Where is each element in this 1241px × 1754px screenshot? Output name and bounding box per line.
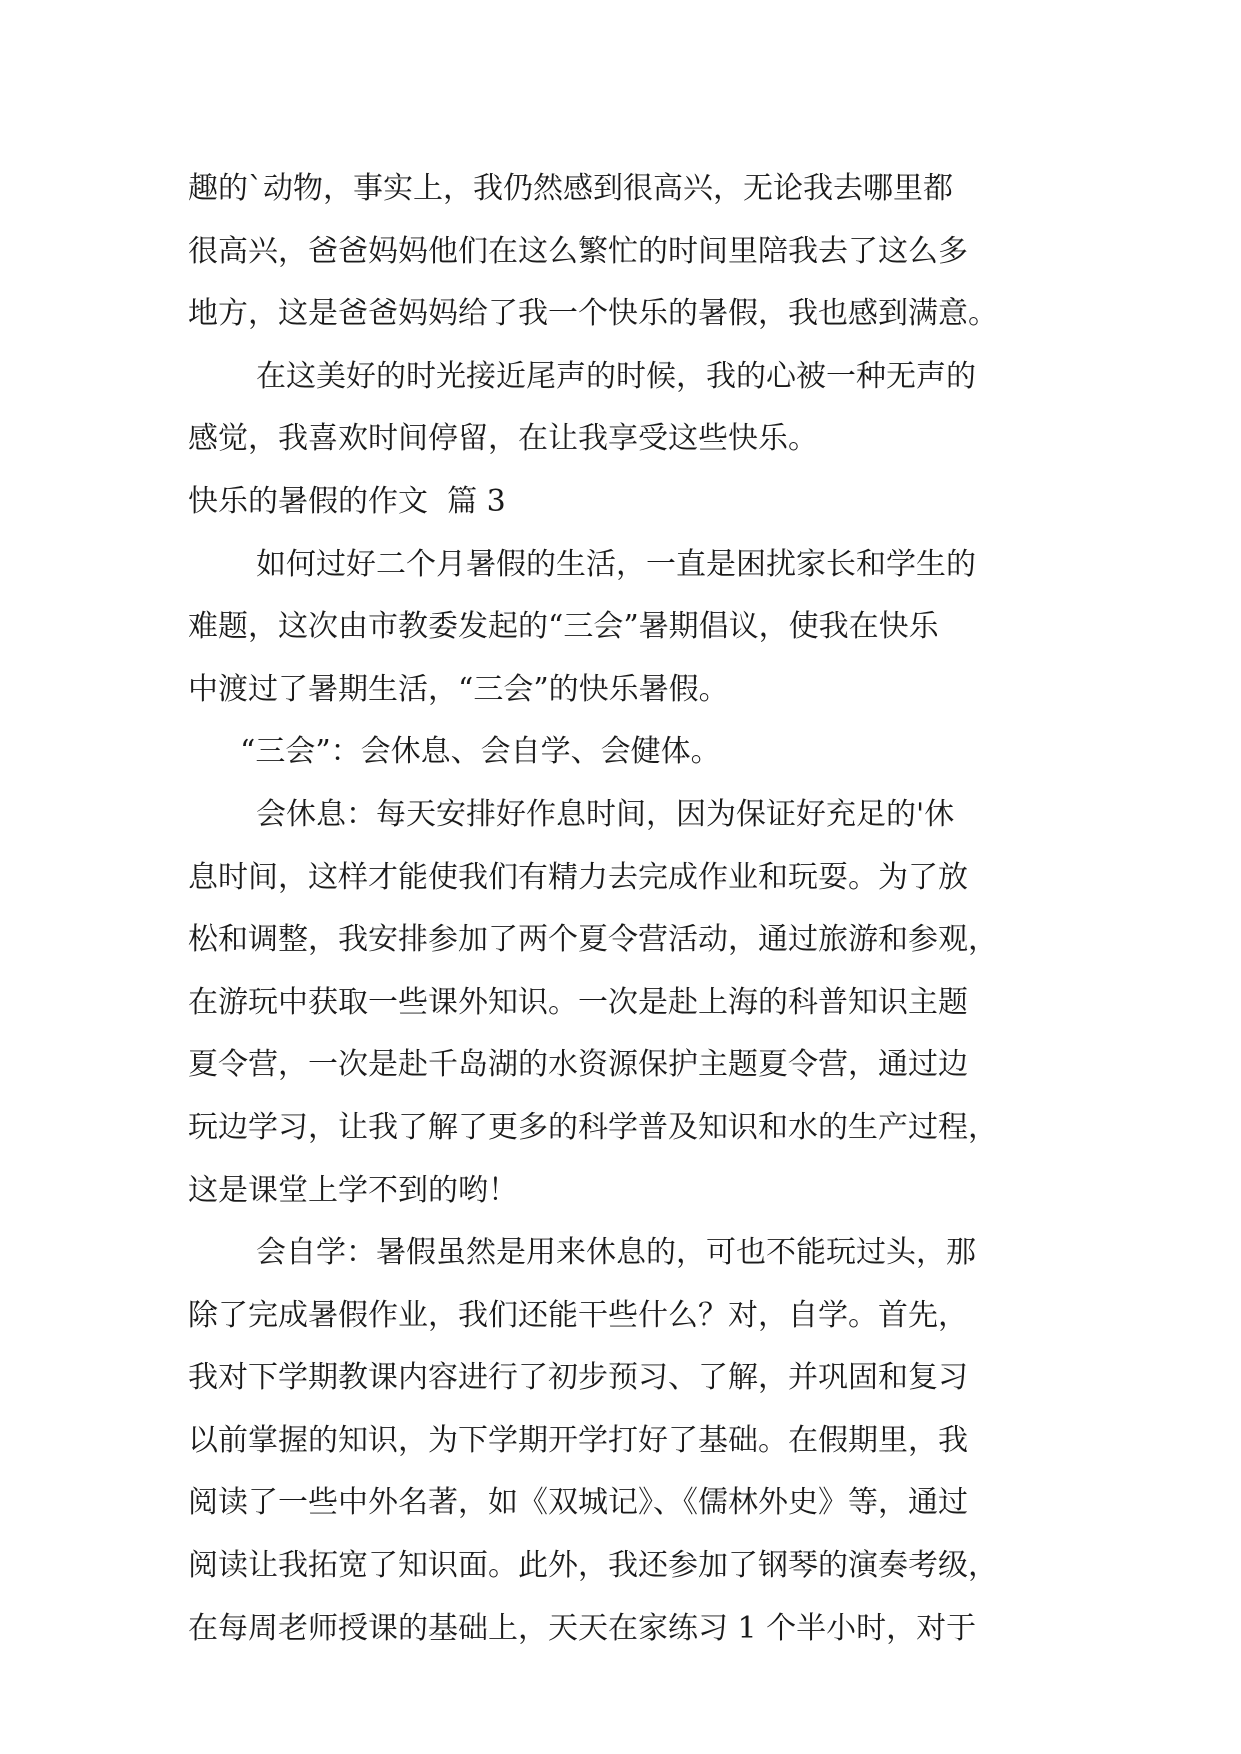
document-body: [188, 158, 1058, 1660]
paragraph-5: [188, 784, 1058, 1222]
text-line: 夏令营，一次是赴千岛湖的水资源保护主题夏令营，通过边: [188, 1047, 968, 1083]
text-line: “三会”：会休息、会自学、会健体。: [240, 734, 721, 770]
text-line: 趣的`动物，事实上，我仍然感到很高兴，无论我去哪里都: [188, 171, 953, 206]
text-line: 阅读了一些中外名著，如《双城记》、《儒林外史》等，通过: [188, 1485, 968, 1521]
text-line: 在每周老师授课的基础上，天天在家练习 1 个半小时，对于: [188, 1610, 977, 1646]
text-line: 感觉，我喜欢时间停留，在让我享受这些快乐。: [188, 421, 818, 457]
text-line: 除了完成暑假作业，我们还能干些什么？对，自学。首先，: [188, 1297, 968, 1333]
text-line: 以前掌握的知识，为下学期开学打好了基础。在假期里，我: [188, 1422, 968, 1458]
text-line: 中渡过了暑期生活，“三会”的快乐暑假。: [188, 671, 729, 707]
text-line: 在这美好的时光接近尾声的时候，我的心被一种无声的: [256, 358, 976, 394]
text-line: 松和调整，我安排参加了两个夏令营活动，通过旅游和参观，: [188, 922, 998, 958]
text-line: 这是课堂上学不到的哟！: [188, 1172, 518, 1208]
heading-text: 快乐的暑假的作文 篇 3: [188, 483, 506, 519]
text-line: 会自学：暑假虽然是用来休息的，可也不能玩过头，那: [256, 1235, 976, 1271]
paragraph-2: [188, 346, 1058, 471]
text-line: 在游玩中获取一些课外知识。一次是赴上海的科普知识主题: [188, 984, 968, 1020]
paragraph-3: [188, 534, 1058, 722]
text-line: 地方，这是爸爸妈妈给了我一个快乐的暑假，我也感到满意。: [188, 296, 998, 332]
text-line: 息时间，这样才能使我们有精力去完成作业和玩耍。为了放: [188, 859, 968, 895]
text-line: 难题，这次由市教委发起的“三会”暑期倡议，使我在快乐: [188, 609, 939, 645]
paragraph-6: [188, 1222, 1058, 1660]
text-line: 会休息：每天安排好作息时间，因为保证好充足的'休: [256, 796, 955, 832]
section-heading: [188, 471, 1058, 534]
paragraph-4: [188, 721, 1058, 784]
text-line: 很高兴，爸爸妈妈他们在这么繁忙的时间里陪我去了这么多: [188, 233, 968, 269]
paragraph-1: [188, 158, 1058, 346]
text-line: 阅读让我拓宽了知识面。此外，我还参加了钢琴的演奏考级，: [188, 1548, 998, 1584]
text-line: 玩边学习，让我了解了更多的科学普及知识和水的生产过程，: [188, 1109, 998, 1145]
text-line: 如何过好二个月暑假的生活，一直是困扰家长和学生的: [256, 546, 976, 582]
text-line: 我对下学期教课内容进行了初步预习、了解，并巩固和复习: [188, 1360, 968, 1396]
